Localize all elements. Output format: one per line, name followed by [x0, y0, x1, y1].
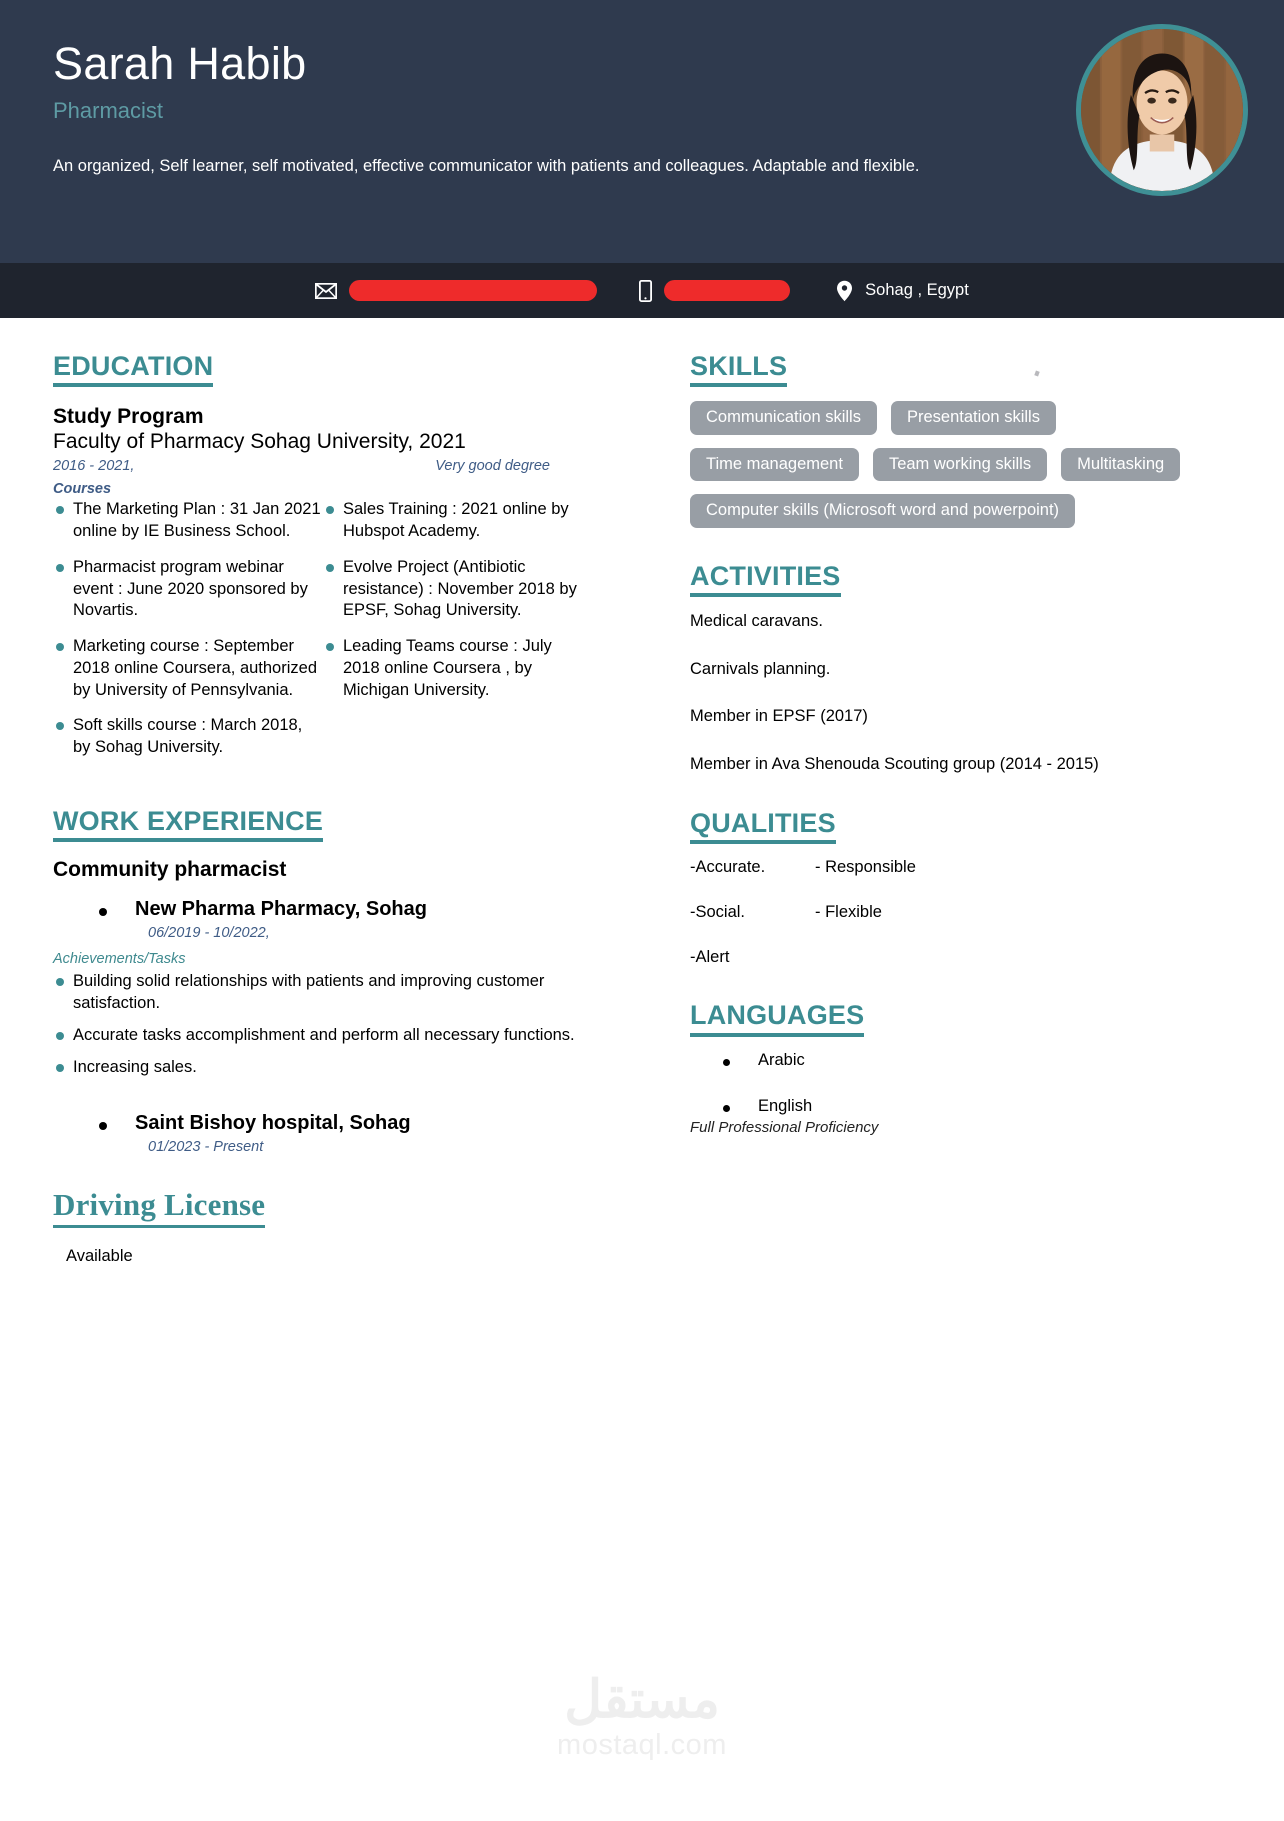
resume-body: [0, 318, 1284, 1300]
map-pin-icon: [836, 280, 853, 302]
candidate-summary: An organized, Self learner, self motivated, effective communicator with patients and colleagues. Adaptable and flexible.: [53, 156, 920, 175]
section-languages: [690, 1001, 1244, 1135]
languages-heading: LANGUAGES: [690, 1001, 864, 1036]
contact-phone[interactable]: [639, 280, 790, 302]
list-item: Evolve Project (Antibiotic resistance) : November 2018 by EPSF, Sohag University.: [323, 557, 583, 622]
work-dates: 01/2023 - Present: [148, 1139, 264, 1156]
quality-row: [690, 858, 1244, 877]
skill-chip: Computer skills (Microsoft word and powerpoint): [690, 494, 1075, 528]
skill-chip: Communication skills: [690, 401, 877, 435]
quality-row: [690, 903, 1244, 922]
work-heading: WORK EXPERIENCE: [53, 807, 323, 842]
courses-columns: [53, 499, 620, 773]
phone-redaction: [664, 280, 790, 301]
quality-left: -Social.: [690, 903, 746, 922]
section-skills: [690, 352, 1244, 528]
contact-location[interactable]: [836, 280, 969, 302]
list-item: [690, 1051, 1244, 1070]
activity-item: Carnivals planning.: [690, 659, 831, 678]
courses-column-right: [323, 499, 583, 773]
site-watermark: [0, 1671, 1284, 1763]
quality-left: -Accurate.: [690, 858, 766, 877]
work-entry-1: [53, 898, 620, 1078]
mobile-phone-icon: [639, 280, 652, 302]
work-role-title: Community pharmacist: [53, 858, 287, 882]
avatar: [1076, 24, 1248, 196]
watermark-arabic: مستقل: [564, 1671, 720, 1730]
education-dates: 2016 - 2021,: [53, 458, 135, 475]
list-item: Leading Teams course : July 2018 online Coursera , by Michigan University.: [323, 636, 583, 701]
quality-left: -Alert: [690, 948, 730, 967]
envelope-icon: [315, 283, 337, 299]
quality-right: - Flexible: [815, 903, 882, 922]
work-entry-spacer: [53, 1088, 620, 1112]
education-institution: Faculty of Pharmacy Sohag University, 2021: [53, 430, 466, 454]
quality-row: [690, 948, 1244, 967]
education-program-label: Study Program: [53, 405, 204, 429]
qualities-heading: QUALITIES: [690, 809, 836, 844]
work-employer: New Pharma Pharmacy, Sohag: [53, 898, 620, 921]
candidate-name: Sarah Habib: [53, 38, 307, 89]
right-column: [640, 352, 1284, 1300]
education-date-row: [53, 458, 550, 474]
quality-right: - Responsible: [815, 858, 916, 877]
courses-list-left: [53, 499, 323, 759]
list-item: [690, 1097, 1244, 1116]
list-item: Increasing sales.: [53, 1057, 620, 1079]
achievements-list: [53, 971, 620, 1078]
list-item: Accurate tasks accomplishment and perform all necessary functions.: [53, 1025, 620, 1047]
profile-photo-illustration: [1081, 29, 1243, 191]
driving-license-value: Available: [66, 1246, 133, 1265]
candidate-role: Pharmacist: [53, 97, 164, 123]
skill-chip: Team working skills: [873, 448, 1047, 482]
education-heading: EDUCATION: [53, 352, 213, 387]
activity-item: Member in Ava Shenouda Scouting group (2014 - 2015): [690, 754, 1099, 773]
email-redaction: [349, 280, 597, 301]
list-item: Sales Training : 2021 online by Hubspot Academy.: [323, 499, 583, 543]
contact-bar: [0, 263, 1284, 318]
language-name: English: [758, 1096, 813, 1115]
activity-item: Member in EPSF (2017): [690, 707, 868, 726]
contact-email[interactable]: [315, 280, 597, 301]
list-item: Building solid relationships with patients and improving customer satisfaction.: [53, 971, 620, 1015]
skills-heading: SKILLS: [690, 352, 787, 387]
work-employer: Saint Bishoy hospital, Sohag: [53, 1112, 620, 1135]
work-dates: 06/2019 - 10/2022,: [148, 925, 270, 942]
list-item: Pharmacist program webinar event : June 2020 sponsored by Novartis.: [53, 557, 323, 622]
left-column: [0, 352, 640, 1300]
courses-label: Courses: [53, 481, 112, 498]
languages-list: [690, 1051, 1244, 1116]
achievements-label: Achievements/Tasks: [53, 951, 186, 968]
courses-list-right: [323, 499, 583, 701]
location-text: Sohag , Egypt: [865, 281, 969, 299]
section-driving-license: [53, 1189, 620, 1266]
resume-header: [0, 0, 1284, 263]
watermark-latin: mostaql.com: [557, 1729, 727, 1762]
section-education: [53, 352, 620, 773]
courses-column-left: [53, 499, 323, 773]
section-work-experience: [53, 807, 620, 1155]
driving-license-heading: Driving License: [53, 1189, 265, 1228]
section-qualities: [690, 809, 1244, 967]
list-item: The Marketing Plan : 31 Jan 2021 online by IE Business School.: [53, 499, 323, 543]
list-item: Marketing course : September 2018 online Coursera, authorized by University of Pennsylvania.: [53, 636, 323, 701]
activities-heading: ACTIVITIES: [690, 562, 841, 597]
skills-chip-list: [690, 401, 1190, 528]
activity-item: Medical caravans.: [690, 612, 823, 631]
skill-chip: Time management: [690, 448, 859, 482]
education-grade: Very good degree: [435, 458, 550, 475]
language-name: Arabic: [758, 1050, 805, 1069]
skill-chip: Multitasking: [1061, 448, 1180, 482]
work-entry-2: [53, 1112, 620, 1155]
list-item: Soft skills course : March 2018, by Sohag University.: [53, 715, 323, 759]
skill-chip: Presentation skills: [891, 401, 1056, 435]
language-proficiency-note: Full Professional Proficiency: [690, 1118, 879, 1136]
section-activities: [690, 562, 1244, 775]
